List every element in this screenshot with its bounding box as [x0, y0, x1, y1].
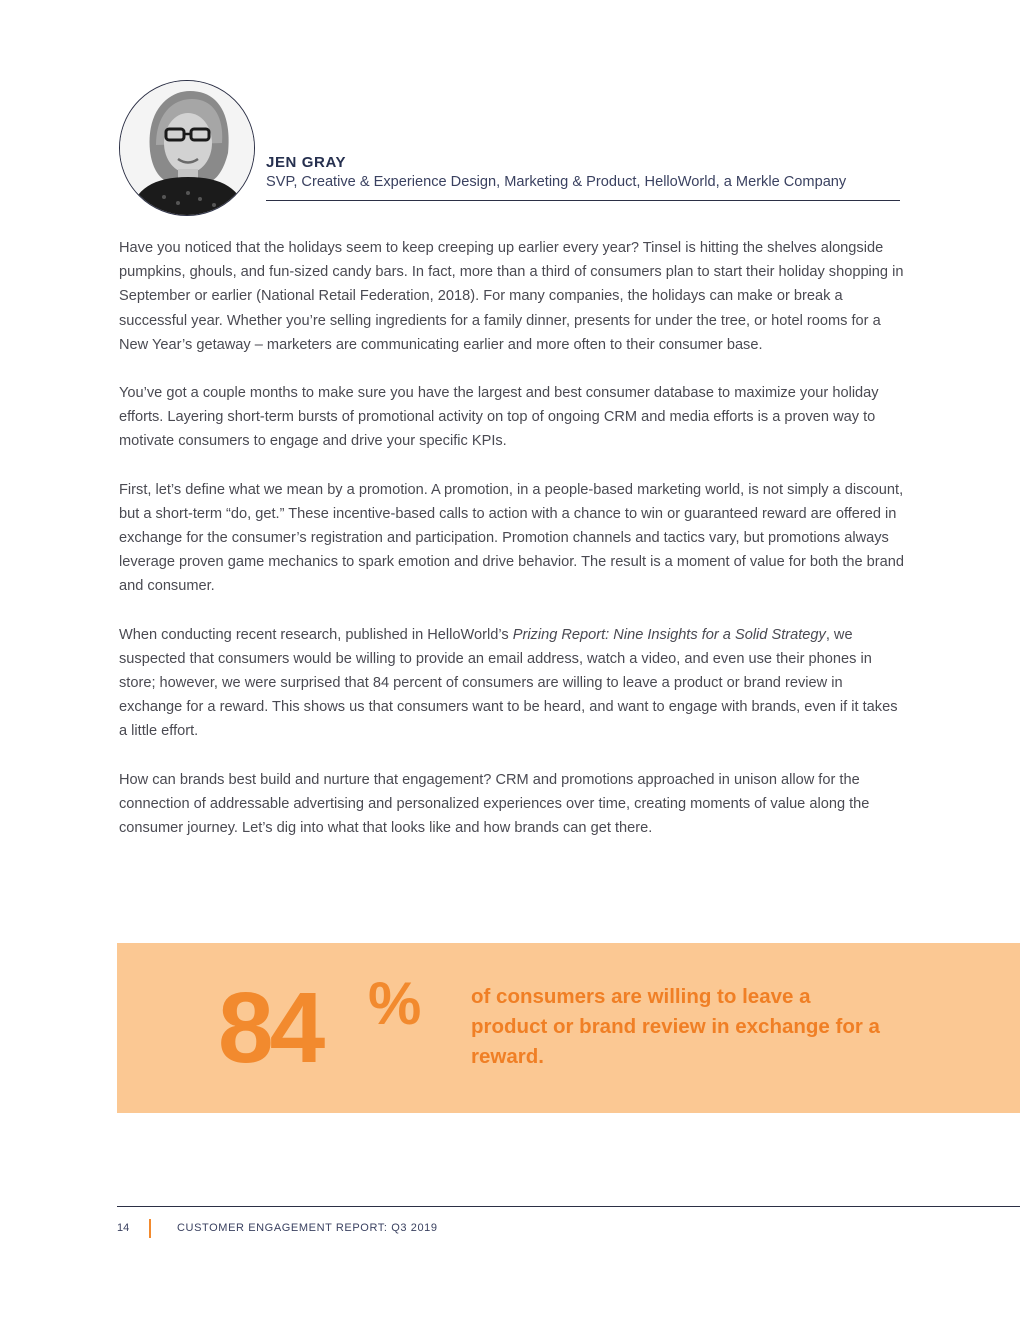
author-photo: [119, 80, 255, 216]
stat-percent-sign: %: [368, 970, 422, 1037]
footer-accent-bar: [149, 1219, 151, 1238]
page-number: 14: [117, 1222, 130, 1234]
stat-number: 84: [218, 972, 322, 1084]
article-body: [119, 236, 909, 864]
author-title: SVP, Creative & Experience Design, Marketing & Product, HelloWorld, a Merkle Company: [266, 174, 847, 190]
article-paragraph: You’ve got a couple months to make sure you have the largest and best consumer database to maximize your holiday efforts. Layering short-term bursts of promotional activity on top of ongoing CRM and media efforts is a proven way to motivate consumers to engage and drive your specific KPIs.: [119, 385, 879, 450]
paragraph-text: , we suspected that consumers would be willing to provide an email address, watch a video, and even use their phones in store; however, we were surprised that 84 percent of consumers are willing to leave a product or brand review in exchange for a reward. This shows us that consumers want to be heard, and want to engage with brands, even if it takes a little effort.: [119, 626, 898, 740]
paragraph-text: When conducting recent research, published in HelloWorld’s: [119, 626, 513, 643]
article-paragraph: First, let’s define what we mean by a promotion. A promotion, in a people-based marketing world, is not simply a discount, but a short-term “do, get.” These incentive-based calls to action with a chance to win or guaranteed reward are offered in exchange for the consumer’s registration and participation. Promotion channels and tactics vary, but promotions always leverage proven game mechanics to spark emotion and drive behavior. The result is a moment of value for both the brand and consumer.: [119, 481, 904, 595]
article-paragraph: Have you noticed that the holidays seem to keep creeping up earlier every year? Tinsel is hitting the shelves alongside pumpkins, ghouls, and fun-sized candy bars. In fact, more than a third of consumers plan to start their holiday shopping in September or earlier (National Retail Federation, 2018). For many companies, the holidays can make or break a successful year. Whether you’re selling ingredients for a family dinner, presents for under the tree, or hotel rooms for a New Year’s getaway – marketers are communicating earlier and more often to their consumer base.: [119, 240, 904, 353]
footer-report-title: CUSTOMER ENGAGEMENT REPORT: Q3 2019: [177, 1222, 438, 1234]
stat-description: of consumers are willing to leave a product or brand review in exchange for a reward.: [471, 985, 880, 1068]
stat-figure: [218, 970, 422, 1084]
report-title-citation: Prizing Report: Nine Insights for a Solid Strategy: [512, 626, 826, 643]
author-divider: [266, 200, 900, 201]
footer-divider: [117, 1206, 1020, 1207]
article-paragraph: [119, 623, 909, 744]
author-name: JEN GRAY: [266, 154, 347, 171]
author-portrait-image: [120, 81, 254, 215]
article-paragraph: How can brands best build and nurture that engagement? CRM and promotions approached in unison allow for the connection of addressable advertising and personalized experiences over time, creating moments of value along the consumer journey. Let’s dig into what that looks like and how brands can get there.: [119, 771, 870, 837]
